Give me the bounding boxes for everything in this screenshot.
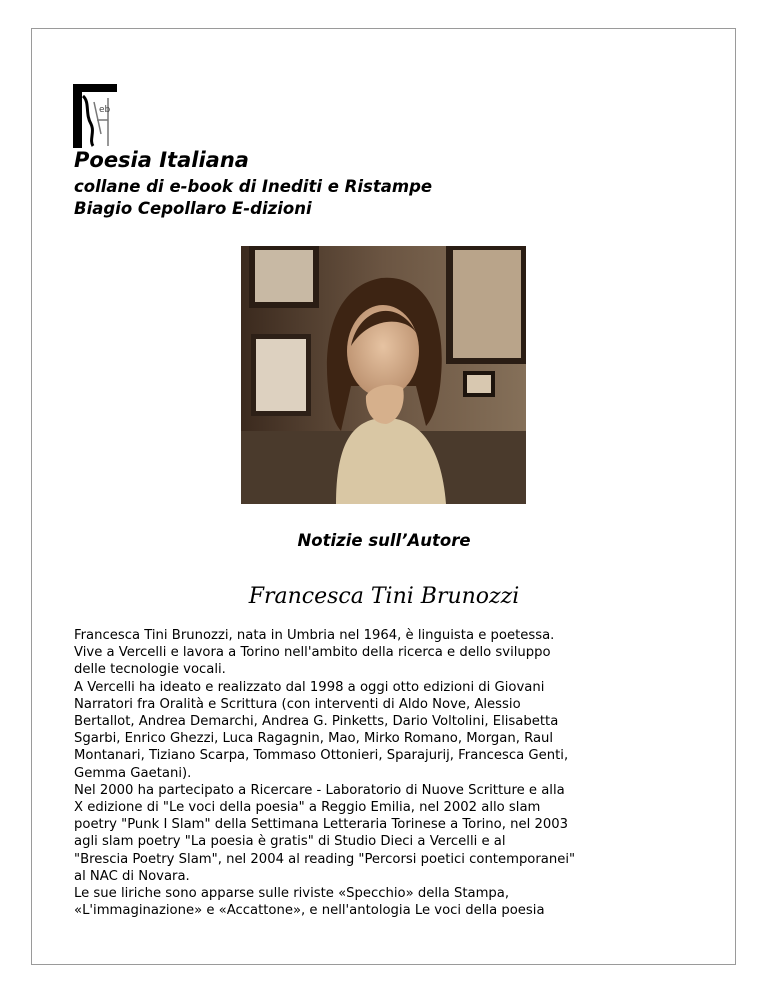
author-name: Francesca Tini Brunozzi [248,584,520,609]
bio-line: Montanari, Tiziano Scarpa, Tommaso Ottonieri, Sparajurij, Francesca Genti, [74,748,569,764]
bio-line: Bertallot, Andrea Demarchi, Andrea G. Pinketts, Dario Voltolini, Elisabetta [74,714,559,730]
bio-line: Francesca Tini Brunozzi, nata in Umbria nel 1964, è linguista e poetessa. [74,628,555,643]
author-photo [241,246,526,504]
bio-line: Le sue liriche sono apparse sulle riviste «Specchio» della Stampa, [74,886,510,902]
publication-subtitle: collane di e-book di Inediti e Ristampe [74,177,433,196]
section-title: Notizie sull’Autore [297,531,471,550]
bio-line: X edizione di "Le voci della poesia" a Reggio Emilia, nel 2002 allo slam [74,800,541,816]
bio-line: Vive a Vercelli e lavora a Torino nell'ambito della ricerca e dello sviluppo [74,645,551,661]
publication-title: Poesia Italiana [74,148,249,172]
bio-line: "Brescia Poetry Slam", nel 2004 al reading "Percorsi poetici contemporanei" [74,851,576,867]
bio-line: «L'immaginazione» e «Accattone», e nell'antologia Le voci della poesia [74,903,545,919]
bio-line: Gemma Gaetani). [74,765,192,781]
publisher-name: Biagio Cepollaro E-dizioni [74,199,312,218]
logo-text: eb [99,105,111,115]
author-biography [74,627,714,919]
bio-line: al NAC di Novara. [74,868,190,884]
bio-line: agli slam poetry "La poesia è gratis" di Studio Dieci a Vercelli e al [74,834,506,850]
bio-line: Narratori fra Oralità e Scrittura (con interventi di Aldo Nove, Alessio [74,696,521,712]
bio-line: A Vercelli ha ideato e realizzato dal 1998 a oggi otto edizioni di Giovani [74,679,545,695]
publisher-logo [73,84,117,148]
bio-line: Nel 2000 ha partecipato a Ricercare - Laboratorio di Nuove Scritture e alla [74,782,565,798]
bio-line: Sgarbi, Enrico Ghezzi, Luca Ragagnin, Mao, Mirko Romano, Morgan, Raul [74,731,554,747]
bio-line: delle tecnologie vocali. [74,662,226,678]
bio-line: poetry "Punk I Slam" della Settimana Letteraria Torinese a Torino, nel 2003 [74,817,569,833]
